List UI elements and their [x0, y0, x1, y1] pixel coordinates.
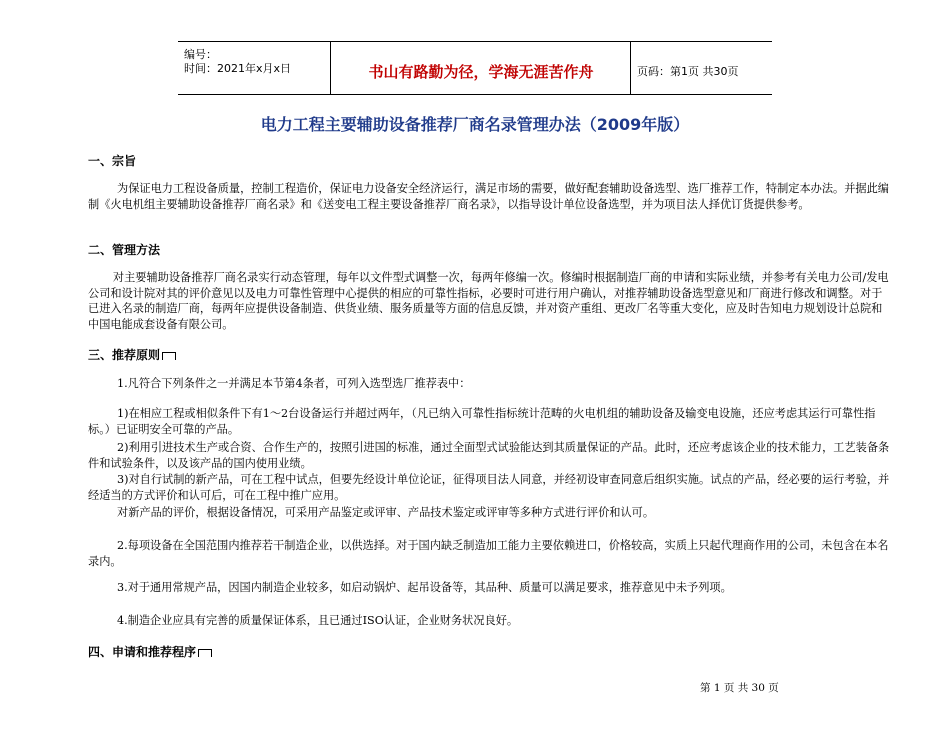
section-heading-3	[88, 346, 176, 363]
principle-item-1: 1.凡符合下列条件之一并满足本节第4条者，可列入选型选厂推荐表中：	[117, 377, 471, 390]
principle-item-4: 4.制造企业应具有完善的质量保证体系，且已通过ISO认证，企业财务状况良好。	[117, 614, 519, 627]
revision-mark-icon	[162, 352, 176, 360]
section-heading-2: 二、管理方法	[88, 243, 161, 257]
section-heading-3-text: 三、推荐原则	[88, 348, 161, 362]
principle-item-1b: 2)利用引进技术生产或合资、合作生产的，按照引进国的标准，通过全面型式试验能达到其质量保证的产品。此时，还应考虑该企业的技术能力，工艺装备条件和试验条件，以及该产品的国内使用业绩。	[88, 441, 890, 470]
header-page-cell	[630, 42, 773, 94]
header-meta-cell	[178, 42, 330, 94]
revision-mark-icon	[198, 649, 212, 657]
section-heading-4-text: 四、申请和推荐程序	[88, 645, 197, 659]
page-footer: 第 1 页 共 30 页	[700, 682, 779, 694]
principle-item-1c: 3)对自行试制的新产品，可在工程中试点，但要先经设计单位论证，征得项目法人同意，并经初设审查同意后组织实施。试点的产品，经必要的运行考验，并经适当的方式评价和认可后，可在工程中推广应用。	[88, 473, 890, 502]
principle-item-3: 3.对于通用常规产品，因国内制造企业较多，如启动锅炉、起吊设备等，其品种、质量可以满足要求，推荐意见中未予列项。	[117, 581, 732, 594]
principle-item-1d: 对新产品的评价，根据设备情况，可采用产品鉴定或评审、产品技术鉴定或评审等多种方式进行评价和认可。	[117, 506, 655, 519]
document-header	[178, 41, 772, 95]
time-label: 时间：2021年x月x日	[184, 62, 292, 75]
section-heading-4	[88, 643, 212, 660]
section-1-paragraph: 为保证电力工程设备质量，控制工程造价，保证电力设备安全经济运行，满足市场的需要，做好配套辅助设备选型、选厂推荐工作，特制定本办法。并据此编制《火电机组主要辅助设备推荐厂商名录》和《送变电工程主要设备推荐厂商名录》，以指导设计单位设备选型，并为项目法人择优订货提供参考。	[88, 182, 889, 211]
section-2-paragraph	[88, 270, 893, 332]
section-2-text: 对主要辅助设备推荐厂商名录实行动态管理，每年以文件型式调整一次，每两年修编一次。修编时根据制造厂商的申请和实际业绩，并参考有关电力公司/发电公司和设计院对其的评价意见以及电力可靠性管理中心提供的相应的可靠性指标，必要时可进行用户确认，对推荐辅助设备选型意见和厂商进行修改和调整。对于已进入名录的制造厂商，每两年应提供设备制造、供货业绩、服务质量等方面的信息反馈，并对资产重组、更改厂名等重大变化，应及时告知电力规划设计总院和中国电能成套设备有限公司。	[88, 271, 889, 331]
header-motto-cell	[330, 42, 631, 94]
number-label: 编号：	[184, 48, 217, 61]
document-title: 电力工程主要辅助设备推荐厂商名录管理办法（2009年版）	[260, 115, 690, 134]
principle-item-2: 2.每项设备在全国范围内推荐若干制造企业，以供选择。对于国内缺乏制造加工能力主要依赖进口，价格较高，实质上只起代理商作用的公司，未包含在本名录内。	[88, 539, 889, 568]
section-heading-1: 一、宗旨	[88, 154, 137, 168]
principle-item-1a: 1)在相应工程或相似条件下有1～2台设备运行并超过两年，（凡已纳入可靠性指标统计范畴的火电机组的辅助设备及输变电设施，还应考虑其运行可靠性指标。）已证明安全可靠的产品。	[88, 407, 876, 436]
motto-text: 书山有路勤为径，学海无涯苦作舟	[368, 63, 594, 81]
page-info: 页码：第1页 共30页	[637, 65, 739, 78]
